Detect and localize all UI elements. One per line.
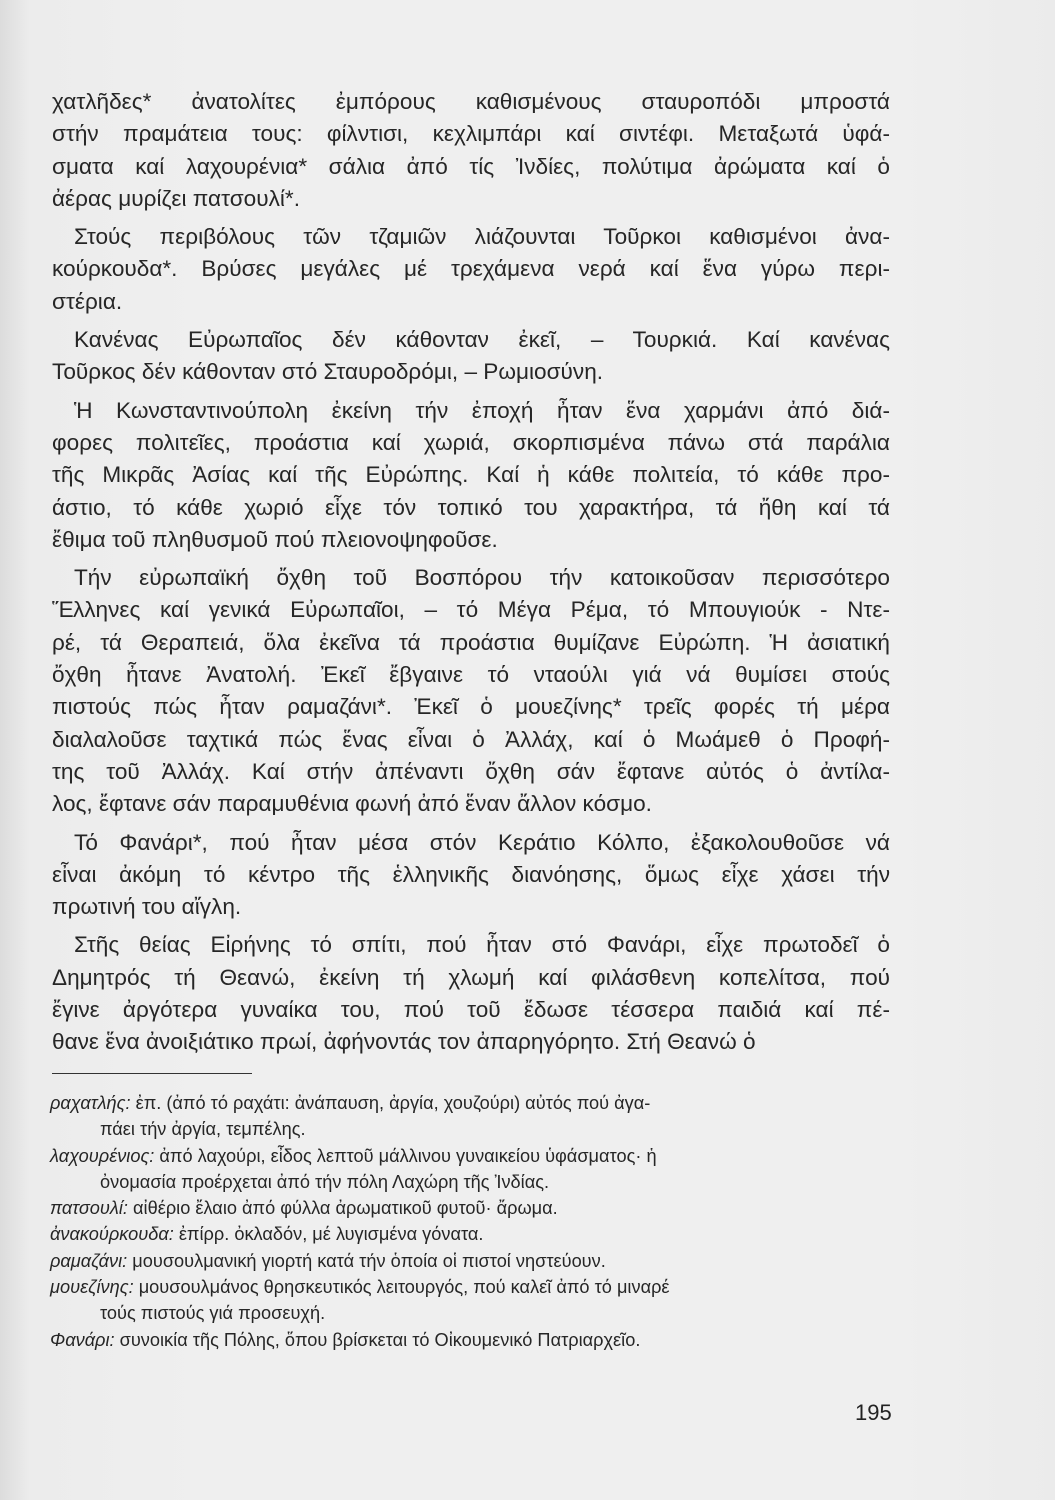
page-number: 195 [855,1400,892,1425]
text-line: Ἕλληνες καί γενικά Εὐρωπαῖοι, – τό Μέγα Ρέμα, τό Μπουγιούκ - Ντε- [52,597,890,623]
text-line: ρέ, τά Θεραπειά, ὅλα ἐκεῖνα τά προάστια θυμίζανε Εὐρώπη. Ἡ ἀσιατική [52,629,890,655]
footnote-definition: ἐπ. (ἀπό τό ραχάτι: ἀνάπαυση, ἀργία, χουζούρι) αὐτός πού ἀγα- [135,1093,651,1113]
text-line: Τοῦρκος δέν κάθονταν στό Σταυροδρόμι, – Ρωμιοσύνη. [52,359,604,385]
footnote-continuation: τούς πιστούς γιά προσευχή. [100,1303,326,1324]
text-line: στήν πραμάτεια τους: φίλντισι, κεχλιμπάρι καί σιντέφι. Μεταξωτά ὑφά- [52,121,890,147]
paragraph [52,562,890,820]
text-line: της τοῦ Ἀλλάχ. Καί στήν ἀπέναντι ὄχθη σάν ἔφτανε αὐτός ὁ ἀντίλα- [52,758,890,784]
text-line: σματα καί λαχουρένια* σάλια ἀπό τίς Ἰνδίες, πολύτιμα ἀρώματα καί ὁ [52,153,890,179]
footnote-definition: μουσουλμανική γιορτή κατά τήν ὁποία οἱ πιστοί νηστεύουν. [132,1250,606,1271]
paragraph [52,86,890,215]
paragraph [52,221,890,318]
text-line: Ἡ Κωνσταντινούπολη ἐκείνη τήν ἐποχή ἦταν ἕνα χαρμάνι ἀπό διά- [74,397,890,423]
footnote-definition: συνοικία τῆς Πόλης, ὅπου βρίσκεται τό Οἰκουμενικό Πατριαρχεῖο. [119,1329,641,1350]
footnote-term: Φανάρι: [50,1329,115,1350]
footnote-term: μουεζίνης: [50,1277,134,1298]
paragraph [52,324,890,389]
footnote-continuation: πάει τήν ἀργία, τεμπέλης. [100,1119,306,1140]
footnote-definition: αἰθέριο ἔλαιο ἀπό φύλλα ἀρωματικοῦ φυτοῦ· ἄρωμα. [133,1198,558,1219]
text-line: Στῆς θείας Εἰρήνης τό σπίτι, πού ἦταν στό Φανάρι, εἶχε πρωτοδεῖ ὁ [74,932,890,958]
text-line: ἔγινε ἀργότερα γυναίκα του, πού τοῦ ἔδωσε τέσσερα παιδιά καί πέ- [52,997,890,1023]
text-line: κούρκουδα*. Βρύσες μεγάλες μέ τρεχάμενα νερά καί ἕνα γύρω περι- [52,256,890,282]
footnote [50,1143,900,1196]
text-line: Στούς περιβόλους τῶν τζαμιῶν λιάζουνται Τοῦρκοι καθισμένοι ἀνα- [74,224,890,250]
text-line: Κανένας Εὐρωπαῖος δέν κάθονταν ἐκεῖ, – Τουρκιά. Καί κανένας [74,327,890,353]
footnote-separator [52,1073,252,1074]
footnote-term: ραμαζάνι: [50,1250,128,1271]
footnote-term: πατσουλί: [50,1198,128,1219]
text-line: Τό Φανάρι*, πού ἦταν μέσα στόν Κεράτιο Κόλπο, ἐξακολουθοῦσε νά [74,829,890,855]
text-line: θανε ἕνα ἀνοιξιάτικο πρωί, ἀφήνοντάς τον ἀπαρηγόρητο. Στή Θεανώ ὁ [52,1029,756,1055]
footnote-term: λαχουρένιος: [50,1145,155,1166]
footnote-continuation: ὀνομασία προέρχεται ἀπό τήν πόλη Λαχώρη τῆς Ἰνδίας. [100,1171,550,1192]
text-line: ἔθιμα τοῦ πληθυσμοῦ πού πλειονοψηφοῦσε. [52,526,498,552]
footnote [50,1327,900,1353]
paragraph [52,929,890,1058]
text-line: ἀέρας μυρίζει πατσουλί*. [52,185,300,211]
footnote [50,1195,900,1221]
footnote [50,1274,900,1327]
text-line: στέρια. [52,288,123,314]
footnote-definition: ἐπίρρ. ὀκλαδόν, μέ λυγισμένα γόνατα. [178,1224,484,1245]
text-line: εἶναι ἀκόμη τό κέντρο τῆς ἑλληνικῆς διανόησης, ὅμως εἶχε χάσει τήν [52,861,890,887]
footnote-term: ἀνακούρκουδα: [50,1224,174,1245]
text-line: ὄχθη ἦτανε Ἀνατολή. Ἐκεῖ ἔβγαινε τό νταούλι γιά νά θυμίσει στούς [52,662,890,688]
footnote-definition: ἀπό λαχούρι, εἶδος λεπτοῦ μάλλινου γυναικείου ὑφάσματος· ἡ [159,1145,657,1166]
text-line: Τήν εὐρωπαϊκή ὄχθη τοῦ Βοσπόρου τήν κατοικοῦσαν περισσότερο [74,565,890,591]
footnote [50,1248,900,1274]
footnote-definition: μουσουλμάνος θρησκευτικός λειτουργός, πού καλεῖ ἀπό τό μιναρέ [138,1277,670,1298]
text-line: τῆς Μικρᾶς Ἀσίας καί τῆς Εὐρώπης. Καί ἡ κάθε πολιτεία, τό κάθε προ- [52,462,890,488]
text-line: πρωτινή του αἴγλη. [52,894,242,920]
text-line: χατλῆδες* ἀνατολίτες ἐμπόρους καθισμένους σταυροπόδι μπροστά [52,89,890,114]
paragraph [52,827,890,924]
footnote [50,1221,900,1247]
text-line: άστιο, τό κάθε χωριό εἶχε τόν τοπικό του χαρακτήρα, τά ἤθη καί τά [52,494,890,520]
footnote-term: ραχατλής: [50,1093,131,1113]
text-line: Δημητρός τή Θεανώ, ἐκείνη τή χλωμή καί φιλάσθενη κοπελίτσα, πού [52,964,890,990]
paragraph [52,395,890,556]
footnote [50,1090,900,1143]
text-line: διαλαλοῦσε ταχτικά πώς ἕνας εἶναι ὁ Ἀλλάχ, καί ὁ Μωάμεθ ὁ Προφή- [52,726,890,752]
footnotes [50,1090,900,1353]
main-text [52,86,890,1065]
text-line: πιστούς πώς ἦταν ραμαζάνι*. Ἐκεῖ ὁ μουεζίνης* τρεῖς φορές τή μέρα [52,694,890,720]
text-line: λος, ἔφτανε σάν παραμυθένια φωνή ἀπό ἕναν ἄλλον κόσμο. [52,791,652,817]
text-line: φορες πολιτεῖες, προάστια καί χωριά, σκορπισμένα πάνω στά παράλια [52,429,890,455]
